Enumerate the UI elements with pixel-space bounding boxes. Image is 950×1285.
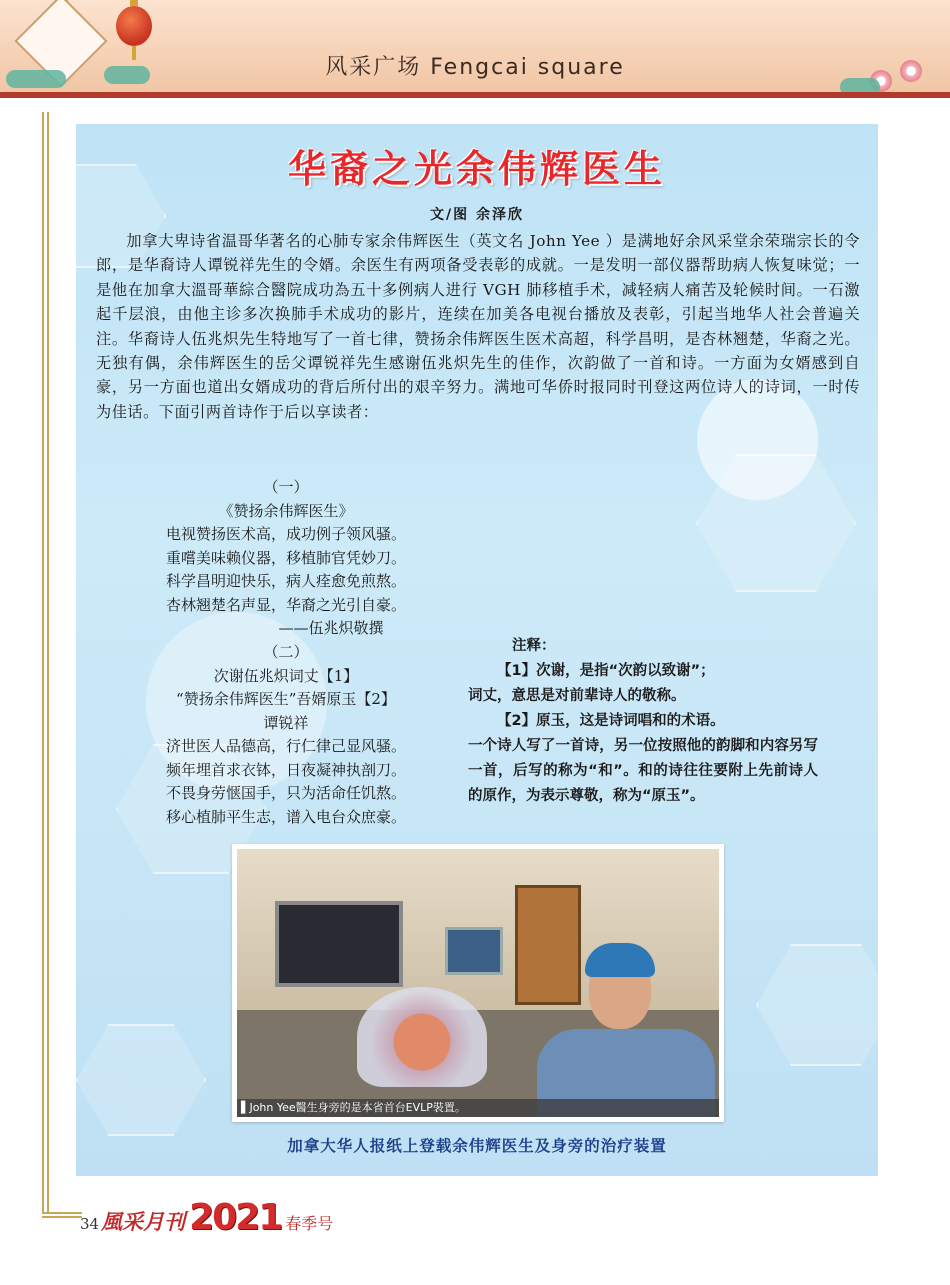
note-text: 【1】次谢，是指“次韵以致谢”； [497, 663, 715, 679]
article-body: 加拿大卑诗省温哥华著名的心肺专家余伟辉医生（英文名 John Yee ）是满地好余风采堂余荣瑞宗长的令郎，是华裔诗人谭锐祥先生的令婿。余医生有两项备受表彰的成就。一是发明一部仪器帮助病人恢复味觉；一是他在加拿大溫哥華綜合醫院成功為五十多例病人进行 VGH 肺移植手术，减轻病人痛苦及轮候时间。一石激起千层浪，由他主诊多次换肺手术成功的影片，连续在加美各电视台播放及表彰，引起当地华人社会普遍关注。华裔诗人伍兆炽先生特地写了一首七律，赞扬余伟辉医生医术高超，科学昌明，是杏林翘楚，华裔之光。无独有偶，余伟辉医生的岳父谭锐祥先生感谢伍兆炽先生的佳作，次韵做了一首和诗。一方面为女婿感到自豪，另一方面也道出女婿成功的背后所付出的艰辛努力。满地可华侨时报同时刊登这两位诗人的诗词，一时传为佳话。下面引两首诗作于后以享读者： [96, 232, 860, 421]
poem-line: 济世医人品德高，行仁律己显风骚。 [165, 737, 406, 755]
notes-section [468, 634, 818, 809]
poem-subtitle: “赞扬余伟辉医生”吾婿原玉【2】 [176, 690, 396, 708]
article-panel [76, 124, 878, 1176]
poem-line: 频年埋首求衣钵，日夜凝神执剖刀。 [165, 760, 406, 779]
hexagon-decoration [76, 1024, 206, 1136]
section-title: 风采广场 Fengcai square [325, 55, 625, 80]
poem-number: （一） [263, 478, 309, 496]
monitor-image [275, 901, 403, 987]
device-screen-image [445, 927, 503, 975]
doctor-photo [232, 844, 724, 1122]
article-title: 华裔之光余伟辉医生 [287, 147, 666, 191]
header-stripe [0, 92, 950, 98]
poem-two [116, 641, 456, 829]
poem-title: 《赞扬余伟辉医生》 [218, 501, 354, 520]
doctor-figure [537, 935, 715, 1122]
notes-heading: 注释： [512, 638, 556, 654]
note-text: 词丈，意思是对前辈诗人的敬称。 [468, 688, 686, 704]
poem-author: 谭锐祥 [263, 713, 309, 732]
hexagon-decoration [696, 454, 856, 592]
header-banner [0, 0, 950, 98]
poem-one [116, 476, 456, 641]
poem-line: 科学昌明迎快乐，病人痊愈免煎熬。 [165, 572, 406, 590]
evlp-device-image [357, 987, 487, 1087]
note-text: 一个诗人写了一首诗，另一位按照他的韵脚和内容另写一首，后写的称为“和”。和的诗往往要附上先前诗人的原作，为表示尊敬，称为“原玉”。 [468, 738, 818, 804]
hexagon-decoration [756, 944, 878, 1066]
photo-inset-caption: ▌John Yee醫生身旁的是本省首台EVLP裝置。 [237, 1099, 719, 1117]
gold-rule-horizontal [42, 1212, 82, 1218]
poem-line: 移心植肺平生志，谱入电台众庶豪。 [165, 807, 406, 826]
photo-caption: 加拿大华人报纸上登载余伟辉医生及身旁的治疗装置 [287, 1137, 667, 1155]
poem-line: 电视赞扬医术高，成功例子领风骚。 [165, 525, 406, 543]
poem-line: 杏林翘楚名声显，华裔之光引自豪。 [165, 595, 406, 614]
lantern-icon [116, 6, 152, 46]
issue-season: 春季号 [285, 1214, 334, 1233]
poem-subtitle: 次谢伍兆炽词丈【1】 [213, 666, 359, 685]
poem-line: 重嚐美味赖仪器，移植肺官凭妙刀。 [165, 548, 406, 567]
poem-number: （二） [263, 643, 309, 661]
byline: 文/图 余泽欣 [430, 207, 524, 223]
footer [80, 1197, 333, 1237]
note-text: 【2】原玉，这是诗词唱和的术语。 [497, 713, 725, 729]
poem-signature: ——伍兆炽敬撰 [278, 619, 384, 637]
poem-line: 不畏身劳惬国手，只为活命任饥熬。 [165, 784, 406, 802]
gold-rule-vertical [42, 112, 49, 1212]
page-number: 34 [80, 1215, 100, 1233]
magazine-name: 風采月刊 [101, 1209, 186, 1234]
issue-year: 2021 [189, 1197, 282, 1238]
